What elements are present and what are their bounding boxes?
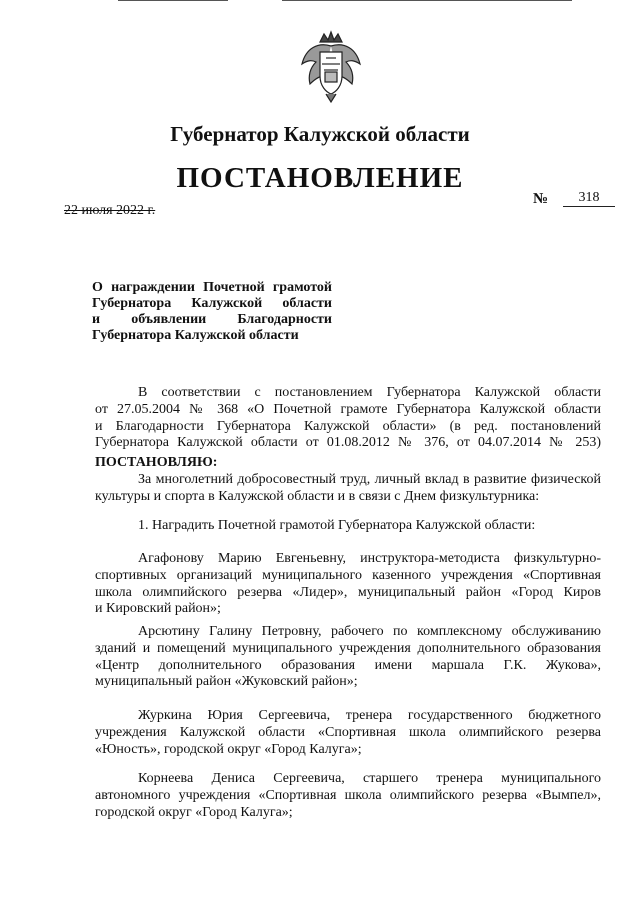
- awardee-line: учреждения Калужской области «Спортивная школа олимпийского резерва: [95, 724, 601, 740]
- intro-line: Губернатора Калужской области от 01.08.2012 № 376, от 04.07.2014 № 253): [95, 435, 601, 451]
- number-label: №: [533, 191, 549, 207]
- intro-line: и Благодарности Губернатора Калужской области» (в ред. постановлений: [95, 418, 601, 434]
- subject-line: Губернатора Калужской области: [92, 328, 299, 343]
- reason-line: За многолетний добросовестный труд, личный вклад в развитие физической: [138, 472, 601, 487]
- subject-line: Губернатора Калужской области: [92, 296, 332, 311]
- coat-of-arms-icon: [298, 28, 364, 104]
- item-1: [95, 518, 601, 535]
- intro-paragraph: [95, 385, 601, 452]
- document-number: 318: [563, 190, 615, 207]
- awardee-line: Арсютину Галину Петровну, рабочего по комплексному обслуживанию: [138, 624, 601, 639]
- awardee-line: «Юность», городской округ «Город Калуга»;: [95, 741, 362, 757]
- awardee-paragraph: [95, 708, 601, 758]
- decree-word: ПОСТАНОВЛЯЮ:: [95, 455, 218, 470]
- item-1-text: 1. Наградить Почетной грамотой Губернатора Калужской области:: [138, 518, 536, 533]
- awardee-line: автономного учреждения «Спортивная школа олимпийского резерва «Вымпел»,: [95, 787, 601, 803]
- document-subject: [92, 280, 332, 344]
- awardee-paragraph: [95, 771, 601, 821]
- awardee-paragraph: [95, 624, 601, 691]
- subject-line: и объявлении Благодарности: [92, 312, 332, 327]
- intro-line: от 27.05.2004 № 368 «О Почетной грамоте Губернатора Калужской области: [95, 401, 601, 417]
- awardee-line: и Кировский район»;: [95, 601, 221, 617]
- document-date: 22 июля 2022 г.: [64, 203, 156, 218]
- document-type-title: ПОСТАНОВЛЕНИЕ: [176, 162, 464, 194]
- awardee-line: зданий и помещений муниципального учреждения дополнительного образования: [95, 640, 601, 656]
- awardee-line: «Центр дополнительного образования имени маршала Г.К. Жукова»,: [95, 657, 601, 673]
- top-rule-right: [282, 0, 572, 1]
- reason-paragraph: [95, 472, 601, 506]
- intro-line: В соответствии с постановлением Губернатора Калужской области: [138, 385, 601, 400]
- awardee-line: Корнеева Дениса Сергеевича, старшего тренера муниципального: [138, 771, 601, 786]
- awardee-line: муниципальный район «Жуковский район»;: [95, 674, 358, 690]
- subject-line: О награждении Почетной грамотой: [92, 280, 332, 295]
- reason-line: культуры и спорта в Калужской области и в связи с Днем физкультурника:: [95, 488, 540, 504]
- issuer-heading: Губернатор Калужской области: [170, 122, 470, 146]
- top-rule-left: [118, 0, 228, 1]
- awardee-line: Журкина Юрия Сергеевича, тренера государственного бюджетного: [138, 708, 601, 723]
- awardee-line: школа олимпийского резерва «Лидер», муниципальный район «Город Киров: [95, 584, 601, 600]
- awardee-paragraph: [95, 551, 601, 618]
- awardee-line: спортивных организаций муниципального казенного учреждения «Спортивная: [95, 567, 601, 583]
- awardee-line: Агафонову Марию Евгеньевну, инструктора-методиста физкультурно-: [138, 551, 601, 566]
- awardee-line: городской округ «Город Калуга»;: [95, 804, 293, 820]
